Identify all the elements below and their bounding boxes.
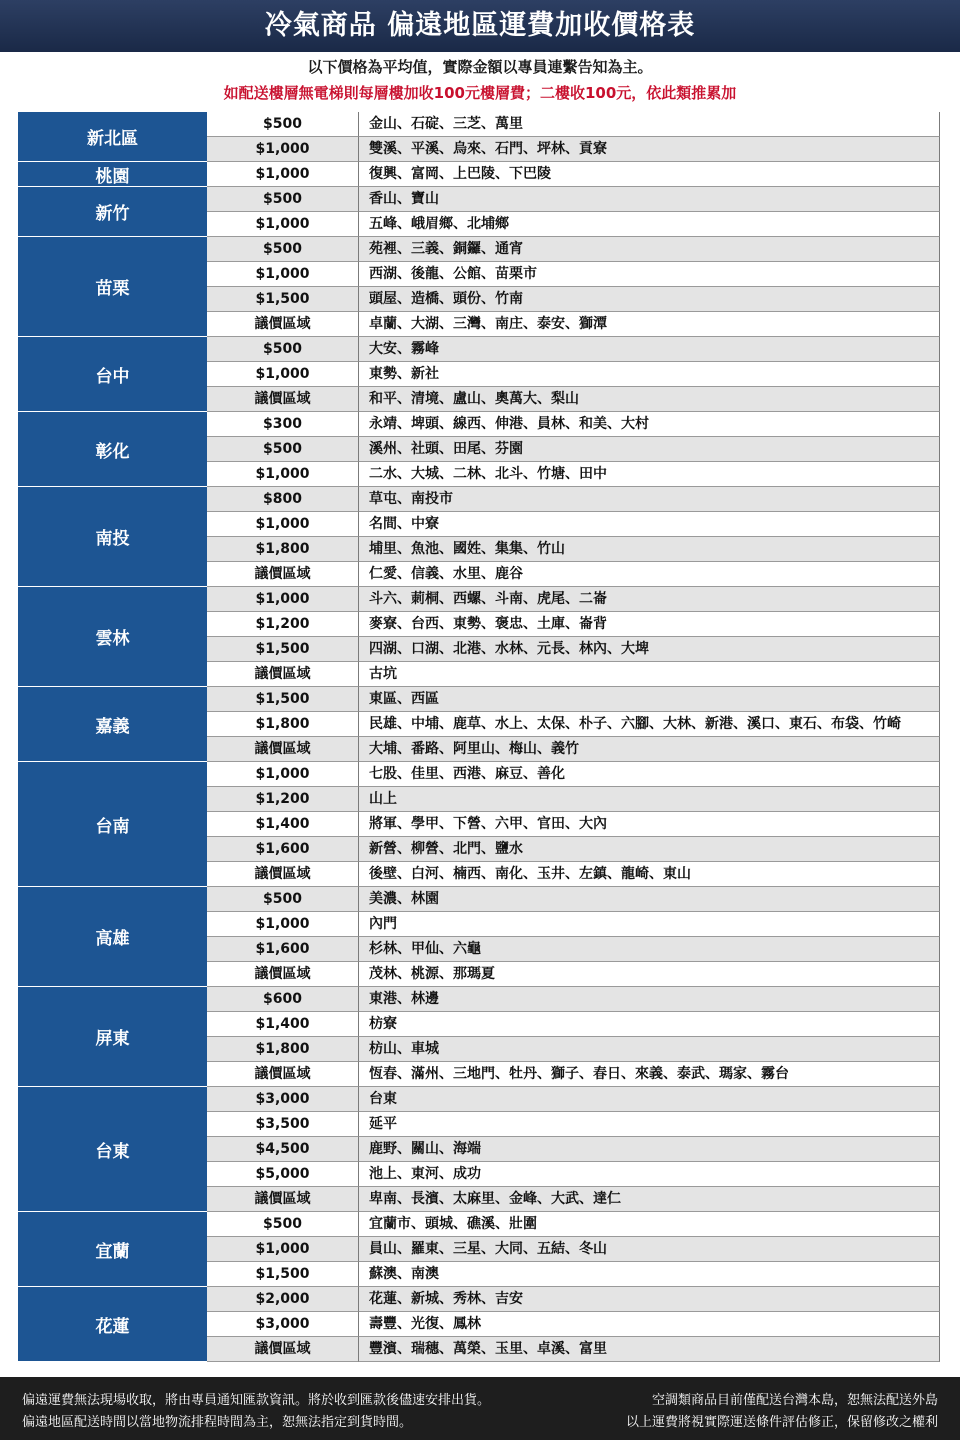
- price-cell: $1,200: [207, 787, 359, 812]
- areas-cell: 仁愛、信義、水里、鹿谷: [359, 562, 940, 587]
- areas-cell: 杉林、甲仙、六龜: [359, 937, 940, 962]
- areas-cell: 四湖、口湖、北港、水林、元長、林內、大埤: [359, 637, 940, 662]
- areas-cell: 二水、大城、二林、北斗、竹塘、田中: [359, 462, 940, 487]
- region-name: 台東: [18, 1087, 207, 1212]
- areas-cell: 花蓮、新城、秀林、吉安: [359, 1287, 940, 1312]
- areas-cell: 西湖、後龍、公館、苗栗市: [359, 262, 940, 287]
- table-row: [207, 912, 940, 937]
- price-cell: 議價區域: [207, 312, 359, 337]
- areas-cell: 永靖、埤頭、線西、伸港、員林、和美、大村: [359, 412, 940, 437]
- areas-cell: 溪州、社頭、田尾、芬園: [359, 437, 940, 462]
- price-cell: $1,000: [207, 137, 359, 162]
- price-cell: $1,000: [207, 587, 359, 612]
- table-row: [207, 287, 940, 312]
- price-cell: 議價區域: [207, 737, 359, 762]
- footer-note-island-only: 空調類商品目前僅配送台灣本島，恕無法配送外島: [651, 1393, 938, 1408]
- price-cell: $500: [207, 337, 359, 362]
- footer-notes: [0, 1377, 960, 1440]
- price-cell: $1,200: [207, 612, 359, 637]
- areas-cell: 斗六、莿桐、西螺、斗南、虎尾、二崙: [359, 587, 940, 612]
- table-row: [207, 687, 940, 712]
- table-row: [207, 137, 940, 162]
- price-cell: $500: [207, 237, 359, 262]
- areas-cell: 頭屋、造橋、頭份、竹南: [359, 287, 940, 312]
- table-row: [207, 787, 940, 812]
- areas-cell: 草屯、南投市: [359, 487, 940, 512]
- region-group: [18, 337, 940, 412]
- average-price-note: 以下價格為平均值，實際金額以專員連繫告知為主。: [307, 58, 653, 76]
- table-row: [207, 512, 940, 537]
- price-cell: 議價區域: [207, 962, 359, 987]
- region-name: 台中: [18, 337, 207, 412]
- table-row: [207, 987, 940, 1012]
- table-row: [207, 762, 940, 787]
- price-cell: $1,800: [207, 537, 359, 562]
- region-name: 屏東: [18, 987, 207, 1087]
- areas-cell: 台東: [359, 1087, 940, 1112]
- areas-cell: 美濃、林園: [359, 887, 940, 912]
- region-name: 新竹: [18, 187, 207, 237]
- areas-cell: 大安、霧峰: [359, 337, 940, 362]
- table-row: [207, 1037, 940, 1062]
- price-cell: $300: [207, 412, 359, 437]
- areas-cell: 壽豐、光復、鳳林: [359, 1312, 940, 1337]
- table-row: [207, 437, 940, 462]
- table-row: [207, 212, 940, 237]
- table-row: [207, 1312, 940, 1337]
- price-cell: $3,500: [207, 1112, 359, 1137]
- region-name: 彰化: [18, 412, 207, 487]
- table-row: [207, 262, 940, 287]
- table-row: [207, 487, 940, 512]
- areas-cell: 東勢、新社: [359, 362, 940, 387]
- areas-cell: 和平、清境、盧山、奧萬大、梨山: [359, 387, 940, 412]
- price-cell: $1,000: [207, 362, 359, 387]
- table-row: [207, 862, 940, 887]
- table-row: [207, 362, 940, 387]
- table-row: [207, 637, 940, 662]
- price-cell: $1,000: [207, 762, 359, 787]
- table-row: [207, 887, 940, 912]
- region-name: 宜蘭: [18, 1212, 207, 1287]
- areas-cell: 古坑: [359, 662, 940, 687]
- table-row: [207, 1287, 940, 1312]
- price-cell: $1,500: [207, 1262, 359, 1287]
- region-name: 南投: [18, 487, 207, 587]
- price-cell: 議價區域: [207, 1187, 359, 1212]
- areas-cell: 大埔、番路、阿里山、梅山、義竹: [359, 737, 940, 762]
- page-title: 冷氣商品 偏遠地區運費加收價格表: [0, 0, 960, 52]
- table-row: [207, 1162, 940, 1187]
- table-row: [207, 462, 940, 487]
- shipping-fee-table: [18, 112, 940, 1362]
- areas-cell: 香山、寶山: [359, 187, 940, 212]
- region-name: 花蓮: [18, 1287, 207, 1362]
- areas-cell: 員山、羅東、三星、大同、五結、冬山: [359, 1237, 940, 1262]
- price-cell: $1,000: [207, 912, 359, 937]
- price-cell: 議價區域: [207, 562, 359, 587]
- areas-cell: 麥寮、台西、東勢、褒忠、土庫、崙背: [359, 612, 940, 637]
- areas-cell: 五峰、峨眉鄉、北埔鄉: [359, 212, 940, 237]
- price-cell: $1,000: [207, 162, 359, 187]
- table-row: [207, 837, 940, 862]
- footer-note-payment: 偏遠運費無法現場收取，將由專員通知匯款資訊。將於收到匯款後儘速安排出貨。: [22, 1393, 491, 1408]
- table-row: [207, 1212, 940, 1237]
- table-row: [207, 1012, 940, 1037]
- price-cell: $500: [207, 112, 359, 137]
- footer-note-fee-adjustment: 以上運費將視實際運送條件評估修正，保留修改之權利: [625, 1415, 938, 1430]
- region-group: [18, 587, 940, 687]
- areas-cell: 民雄、中埔、鹿草、水上、太保、朴子、六腳、大林、新港、溪口、東石、布袋、竹崎: [359, 712, 940, 737]
- price-cell: 議價區域: [207, 387, 359, 412]
- areas-cell: 新營、柳營、北門、鹽水: [359, 837, 940, 862]
- table-row: [207, 962, 940, 987]
- region-group: [18, 687, 940, 762]
- region-group: [18, 887, 940, 987]
- areas-cell: 枋山、車城: [359, 1037, 940, 1062]
- table-row: [207, 712, 940, 737]
- areas-cell: 鹿野、關山、海端: [359, 1137, 940, 1162]
- price-cell: $1,400: [207, 1012, 359, 1037]
- table-row: [207, 187, 940, 212]
- price-cell: 議價區域: [207, 1337, 359, 1362]
- price-cell: $1,800: [207, 1037, 359, 1062]
- areas-cell: 卓蘭、大湖、三灣、南庄、泰安、獅潭: [359, 312, 940, 337]
- region-name: 台南: [18, 762, 207, 887]
- areas-cell: 東區、西區: [359, 687, 940, 712]
- areas-cell: 卑南、長濱、太麻里、金峰、大武、達仁: [359, 1187, 940, 1212]
- table-row: [207, 537, 940, 562]
- areas-cell: 雙溪、平溪、烏來、石門、坪林、貢寮: [359, 137, 940, 162]
- table-row: [207, 562, 940, 587]
- price-cell: 議價區域: [207, 1062, 359, 1087]
- price-cell: $5,000: [207, 1162, 359, 1187]
- areas-cell: 枋寮: [359, 1012, 940, 1037]
- region-group: [18, 237, 940, 337]
- areas-cell: 蘇澳、南澳: [359, 1262, 940, 1287]
- footer-note-delivery-time: 偏遠地區配送時間以當地物流排程時間為主，恕無法指定到貨時間。: [22, 1415, 413, 1430]
- price-cell: $500: [207, 887, 359, 912]
- price-cell: $1,000: [207, 212, 359, 237]
- price-cell: $4,500: [207, 1137, 359, 1162]
- areas-cell: 宜蘭市、頭城、礁溪、壯圍: [359, 1212, 940, 1237]
- areas-cell: 金山、石碇、三芝、萬里: [359, 112, 940, 137]
- region-name: 桃園: [18, 162, 207, 187]
- table-row: [207, 612, 940, 637]
- table-row: [207, 1237, 940, 1262]
- areas-cell: 將軍、學甲、下營、六甲、官田、大內: [359, 812, 940, 837]
- areas-cell: 後壁、白河、楠西、南化、玉井、左鎮、龍崎、東山: [359, 862, 940, 887]
- areas-cell: 七股、佳里、西港、麻豆、善化: [359, 762, 940, 787]
- price-cell: $1,000: [207, 1237, 359, 1262]
- areas-cell: 東港、林邊: [359, 987, 940, 1012]
- areas-cell: 池上、東河、成功: [359, 1162, 940, 1187]
- price-cell: $500: [207, 437, 359, 462]
- areas-cell: 內門: [359, 912, 940, 937]
- areas-cell: 茂林、桃源、那瑪夏: [359, 962, 940, 987]
- price-cell: $1,000: [207, 462, 359, 487]
- price-cell: $1,400: [207, 812, 359, 837]
- table-row: [207, 1087, 940, 1112]
- region-group: [18, 187, 940, 237]
- table-row: [207, 1137, 940, 1162]
- region-name: 雲林: [18, 587, 207, 687]
- region-group: [18, 1212, 940, 1287]
- table-row: [207, 237, 940, 262]
- price-cell: $3,000: [207, 1087, 359, 1112]
- table-row: [207, 112, 940, 137]
- price-cell: 議價區域: [207, 862, 359, 887]
- region-group: [18, 762, 940, 887]
- region-group: [18, 412, 940, 487]
- price-cell: $2,000: [207, 1287, 359, 1312]
- table-row: [207, 412, 940, 437]
- areas-cell: 延平: [359, 1112, 940, 1137]
- region-group: [18, 112, 940, 162]
- table-row: [207, 812, 940, 837]
- region-group: [18, 1287, 940, 1362]
- price-cell: $3,000: [207, 1312, 359, 1337]
- price-cell: $1,000: [207, 512, 359, 537]
- price-cell: $1,800: [207, 712, 359, 737]
- region-name: 嘉義: [18, 687, 207, 762]
- region-group: [18, 987, 940, 1087]
- price-cell: 議價區域: [207, 662, 359, 687]
- table-row: [207, 312, 940, 337]
- table-row: [207, 387, 940, 412]
- table-row: [207, 337, 940, 362]
- table-row: [207, 937, 940, 962]
- areas-cell: 恆春、滿州、三地門、牡丹、獅子、春日、來義、泰武、瑪家、霧台: [359, 1062, 940, 1087]
- price-cell: $500: [207, 1212, 359, 1237]
- region-name: 高雄: [18, 887, 207, 987]
- price-cell: $800: [207, 487, 359, 512]
- region-group: [18, 1087, 940, 1212]
- areas-cell: 豐濱、瑞穗、萬榮、玉里、卓溪、富里: [359, 1337, 940, 1362]
- price-cell: $500: [207, 187, 359, 212]
- region-group: [18, 487, 940, 587]
- areas-cell: 苑裡、三義、銅鑼、通宵: [359, 237, 940, 262]
- table-row: [207, 1262, 940, 1287]
- table-row: [207, 1062, 940, 1087]
- price-cell: $1,500: [207, 687, 359, 712]
- region-name: 新北區: [18, 112, 207, 162]
- price-cell: $600: [207, 987, 359, 1012]
- table-row: [207, 1337, 940, 1362]
- region-name: 苗栗: [18, 237, 207, 337]
- price-cell: $1,500: [207, 637, 359, 662]
- table-row: [207, 162, 940, 187]
- areas-cell: 埔里、魚池、國姓、集集、竹山: [359, 537, 940, 562]
- region-group: [18, 162, 940, 187]
- table-row: [207, 737, 940, 762]
- table-row: [207, 1112, 940, 1137]
- table-row: [207, 1187, 940, 1212]
- table-row: [207, 587, 940, 612]
- areas-cell: 名間、中寮: [359, 512, 940, 537]
- price-cell: $1,600: [207, 937, 359, 962]
- price-cell: $1,500: [207, 287, 359, 312]
- areas-cell: 山上: [359, 787, 940, 812]
- stairs-fee-note: 如配送樓層無電梯則每層樓加收100元樓層費；二樓收100元，依此類推累加: [223, 84, 737, 102]
- areas-cell: 復興、富岡、上巴陵、下巴陵: [359, 162, 940, 187]
- price-cell: $1,000: [207, 262, 359, 287]
- table-row: [207, 662, 940, 687]
- price-cell: $1,600: [207, 837, 359, 862]
